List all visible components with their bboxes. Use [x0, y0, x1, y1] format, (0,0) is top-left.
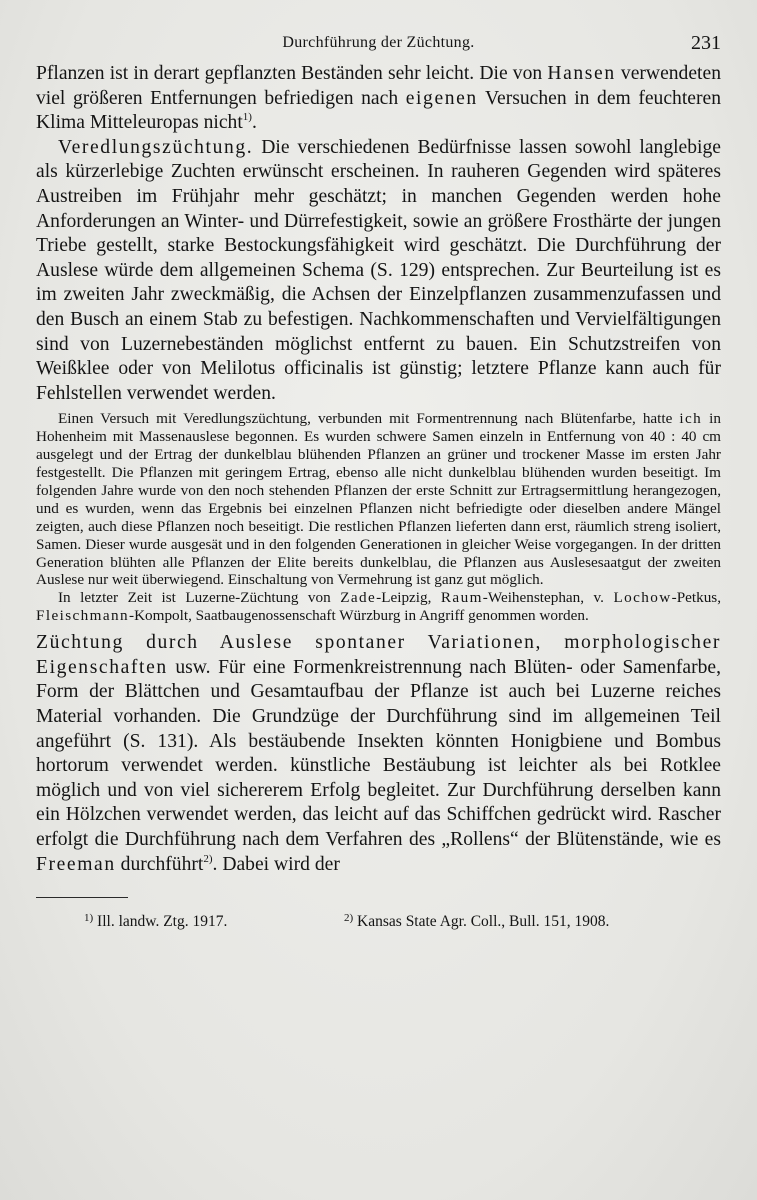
text-run: .	[251, 112, 257, 134]
emphasis-eigenen: eigenen	[405, 87, 478, 109]
footnote-text-2: Kansas State Agr. Coll., Bull. 151, 1908.	[353, 913, 610, 931]
author-name-freeman: Freeman	[36, 853, 116, 875]
text-run: Pflanzen ist in derart gepflanzten Beständen sehr leicht. Die von	[36, 63, 548, 84]
text-run: durchführt	[115, 853, 204, 875]
text-run: Die verschiedenen Bedürfnisse lassen sowohl langlebige als kürzerlebige Zuchten erwünscht erscheinen. In rauheren Gegenden wird späteres Austreiben im Frühjahr mehr geschätzt; in manchen Gegenden werden hohe Anforderungen an Winter- und Dürrefestigkeit, sowie an größere Frosthärte der jungen Triebe gestellt, starke Bestockungsfähigkeit wird geschätzt. Die Durchführung der Auslese würde dem allgemeinen Schema (S. 129) entsprechen. Zur Beurteilung ist es im zweiten Jahr zweckmäßig, die Achsen der Einzelpflanzen zusammenzufassen und den Busch an einem Stab zu befestigen. Nachkommenschaften und Vervielfältigungen sind von Luzernebeständen möglichst entfernt zu bauen. Ein Schutzstreifen von Weißklee oder von Melilotus officinalis ist günstig; letztere Pflanze kann auch für Fehlstellen verwendet werden.	[36, 136, 721, 404]
emphasis-ich: ich	[679, 410, 703, 428]
footnote-2	[314, 912, 609, 932]
text-run: Einen Versuch mit Veredlungszüchtung, verbunden mit Formentrennung nach Blütenfarbe, hatte	[58, 410, 680, 428]
page-number: 231	[691, 32, 721, 54]
text-run: . Dabei wird der	[212, 853, 340, 875]
text-run: usw. Für eine Formenkreistrennung nach Blüten- oder Samenfarbe, Form der Blättchen und Gesamtaufbau der Pflanze ist auch bei Luzerne reiches Material vorhanden. Die Grundzüge der Durchführung sind im allgemeinen Teil angeführt (S. 131). Als bestäubende Insekten könnten Honigbiene und Bombus hortorum verwendet werden. künstliche Bestäubung ist leichter als bei Rotklee möglich und von viel sichererem Erfolg begleitet. Zur Durchführung derselben kann ein Hölzchen verwendet werden, das leicht auf das Schiffchen gedrückt wird. Rascher erfolgt die Durchführung nach dem Verfahren des „Rollens“ der Blütenstände, wie es	[36, 656, 721, 850]
footnote-ref-1[interactable]: 1)	[242, 111, 252, 124]
name-raum: Raum	[440, 589, 483, 607]
small-paragraph-experiment	[36, 410, 721, 589]
footnote-divider	[36, 897, 128, 898]
text-run: verwendeten viel größeren Entfernungen befriedigen nach	[36, 63, 721, 109]
name-zade: Zade	[340, 589, 377, 607]
name-fleischmann: Fleischmann	[36, 607, 130, 625]
paragraph-continuation	[36, 62, 721, 136]
footnote-mark-1: 1)	[84, 912, 94, 925]
name-lochow: Lochow	[613, 589, 672, 607]
running-head	[36, 30, 721, 62]
footnote-text-1: Ill. landw. Ztg. 1917.	[93, 913, 228, 931]
author-name-hansen: Hansen	[547, 63, 616, 84]
footnote-ref-2[interactable]: 2)	[203, 852, 213, 865]
small-paragraph-breeders	[36, 589, 721, 625]
body-text-upper	[36, 62, 721, 406]
text-run: -Petkus,	[671, 589, 721, 607]
section-heading-auslese: Züchtung durch Auslese spontaner Variationen, morphologischer Eigenschaften	[36, 632, 721, 678]
footnote-1	[36, 912, 314, 932]
paragraph-auslese	[36, 631, 721, 877]
text-run: Versuchen in dem feuchteren Klima Mitteleuropas nicht	[36, 87, 722, 134]
body-text-lower	[36, 631, 721, 877]
text-run: -Weihenstephan, v.	[482, 589, 614, 607]
footnote-mark-2: 2)	[344, 912, 354, 925]
text-run: -Leipzig,	[376, 589, 441, 607]
paragraph-veredlung	[36, 136, 721, 407]
small-print-block	[36, 410, 721, 625]
text-run: In letzter Zeit ist Luzerne-Züchtung von	[58, 589, 341, 607]
running-title: Durchführung der Züchtung.	[282, 34, 475, 51]
text-run: -Kompolt, Saatbaugenossenschaft Würzburg in Angriff genommen worden.	[129, 607, 589, 625]
text-run: in Hohenheim mit Massenauslese begonnen. Es wurden schwere Samen einzeln in Entfernung von 40 : 40 cm ausgelegt und der Ertrag der dunkelblau blühenden Pflanzen an grüner und trockener Masse im ersten Jahr festgestellt. Die Pflanzen mit geringem Ertrag, ebenso alle nicht dunkelblau blühenden wurden beseitigt. Im folgenden Jahre wurde von den noch stehenden Pflanzen der erste Schnitt zur Ertragsermittlung herangezogen, und es wurden, wenn das Ergebnis bei einzelnen Pflanzen nicht befriedigte oder dieselben andere Mängel zeigten, auch diese Pflanzen noch beseitigt. Die restlichen Pflanzen lieferten dann erst, räumlich streng isoliert, Samen. Dieser wurde ausgesät und in den folgenden Generationen in gleicher Weise vorgegangen. In der dritten Generation blühten alle Pflanzen der Elite bereits dunkelblau, die Pflanzen aus Auslesesaatgut der zweiten Auslese nur weit überwiegend. Einschaltung von Vermehrung ist ganz gut möglich.	[36, 410, 721, 589]
footnotes	[36, 912, 721, 932]
section-heading-veredlungszuechtung: Veredlungszüchtung.	[58, 136, 254, 158]
